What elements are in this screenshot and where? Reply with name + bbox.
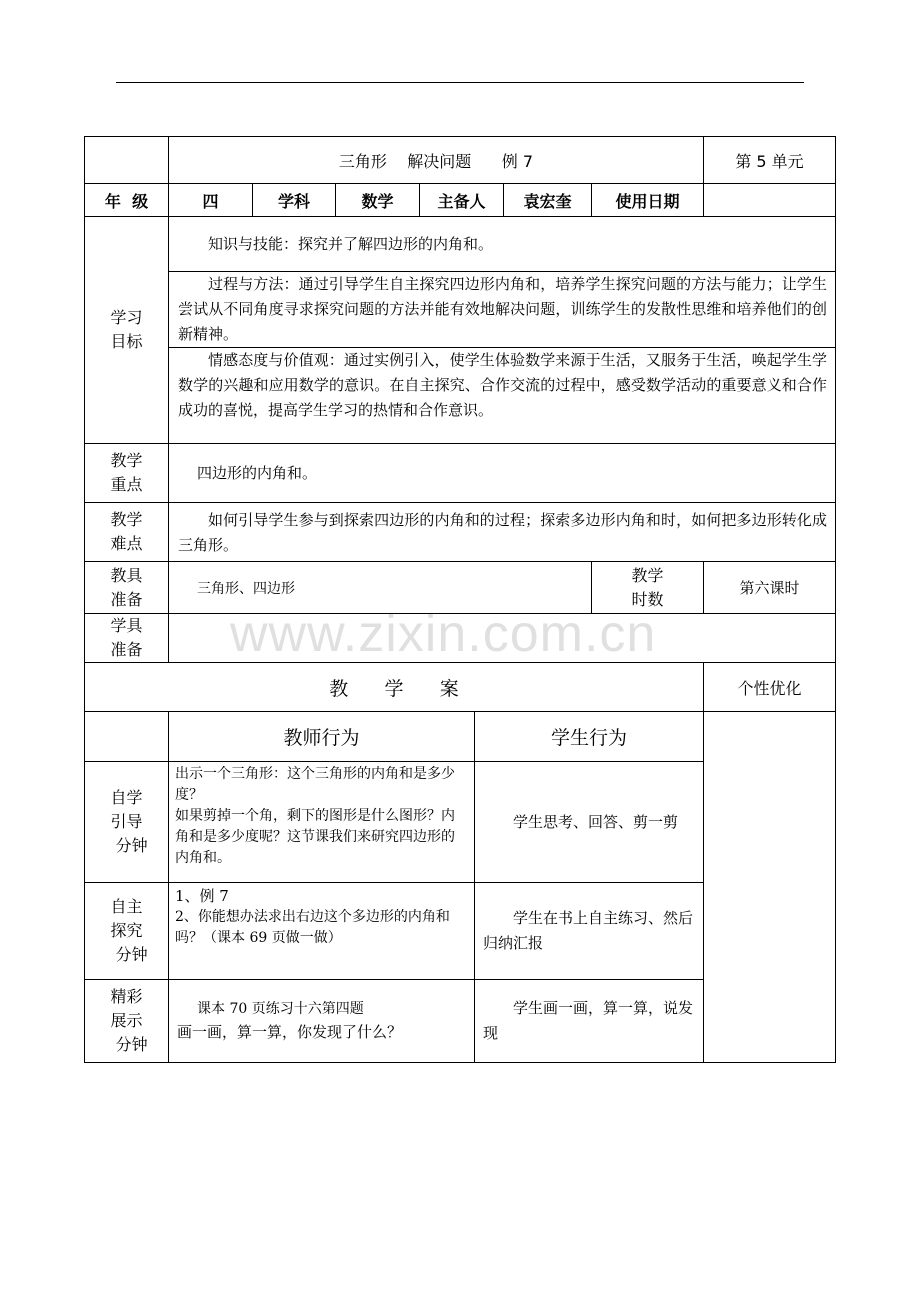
showcase-label: 精彩 展示 分钟 — [84, 979, 169, 1063]
lesson-title: 三角形 解决问题 例 7 — [168, 136, 704, 184]
preparer-label: 主备人 — [419, 183, 504, 217]
student-tools-label: 学具 准备 — [84, 613, 169, 663]
self-study-teacher: 出示一个三角形：这个三角形的内角和是多少度？ 如果剪掉一个角，剩下的图形是什么图形？内角和是多少度呢？这节课我们来研究四边形的内角和。 — [168, 761, 475, 883]
objective-process: 过程与方法：通过引导学生自主探究四边形内角和，培养学生探究问题的方法与能力；让学生尝试从不同角度寻求探究问题的方法并能有效地解决问题，训练学生的发散性思维和培养他们的创新精神。 — [168, 271, 836, 348]
showcase-teacher-line-2: 画一画，算一算，你发现了什么？ — [177, 1023, 403, 1041]
difficulty-text: 如何引导学生参与到探索四边形的内角和的过程；探索多边形内角和时，如何把多边形转化成三角形。 — [168, 502, 836, 562]
tools-text: 三角形、四边形 — [168, 561, 592, 614]
plan-title: 教 学 案 — [84, 662, 704, 712]
tools-label: 教具 准备 — [84, 561, 169, 614]
objectives-label: 学习 目标 — [84, 216, 169, 444]
personal-optimize-column — [703, 711, 836, 1063]
hours-value: 第六课时 — [703, 561, 836, 614]
unit-label: 第 5 单元 — [703, 136, 836, 184]
explore-teacher-line-2: 2、你能想办法求出右边这个多边形的内角和吗？（课本 69 页做一做） — [175, 909, 450, 946]
difficulty-label: 教学 难点 — [84, 502, 169, 562]
showcase-teacher-line-1: 课本 70 页练习十六第四题 — [197, 1001, 364, 1017]
hours-label: 教学 时数 — [591, 561, 704, 614]
explore-teacher — [168, 882, 475, 980]
grade-label: 年 级 — [84, 183, 169, 217]
explore-teacher-line-1: 1、例 7 — [175, 887, 229, 905]
student-tools-text — [168, 613, 836, 663]
explore-label: 自主 探究 分钟 — [84, 882, 169, 980]
objective-emotion: 情感态度与价值观：通过实例引入，使学生体验数学来源于生活，又服务于生活，唤起学生学数学的兴趣和应用数学的意识。在自主探究、合作交流的过程中，感受数学活动的重要意义和合作成功的喜悦，提高学生学习的热情和合作意识。 — [168, 347, 836, 444]
explore-student: 学生在书上自主练习、然后归纳汇报 — [474, 882, 704, 980]
self-study-label: 自学 引导 分钟 — [84, 761, 169, 883]
preparer-value: 袁宏奎 — [503, 183, 592, 217]
date-value — [703, 183, 836, 217]
teacher-behavior-header: 教师行为 — [168, 711, 475, 762]
grade-value: 四 — [168, 183, 253, 217]
showcase-teacher — [168, 979, 475, 1063]
student-behavior-header: 学生行为 — [474, 711, 704, 762]
key-point-text: 四边形的内角和。 — [168, 443, 836, 503]
plan-corner-cell — [84, 711, 169, 762]
showcase-student: 学生画一画，算一算，说发现 — [474, 979, 704, 1063]
self-study-student: 学生思考、回答、剪一剪 — [474, 761, 704, 883]
subject-value: 数学 — [335, 183, 420, 217]
key-point-label: 教学 重点 — [84, 443, 169, 503]
date-label: 使用日期 — [591, 183, 704, 217]
blank-corner-cell — [84, 136, 169, 184]
objective-knowledge: 知识与技能：探究并了解四边形的内角和。 — [168, 216, 836, 272]
subject-label: 学科 — [252, 183, 336, 217]
watermark: www.zixin.com.cn — [230, 605, 657, 663]
personal-optimize-label: 个性优化 — [703, 662, 836, 712]
header-rule — [116, 82, 804, 83]
